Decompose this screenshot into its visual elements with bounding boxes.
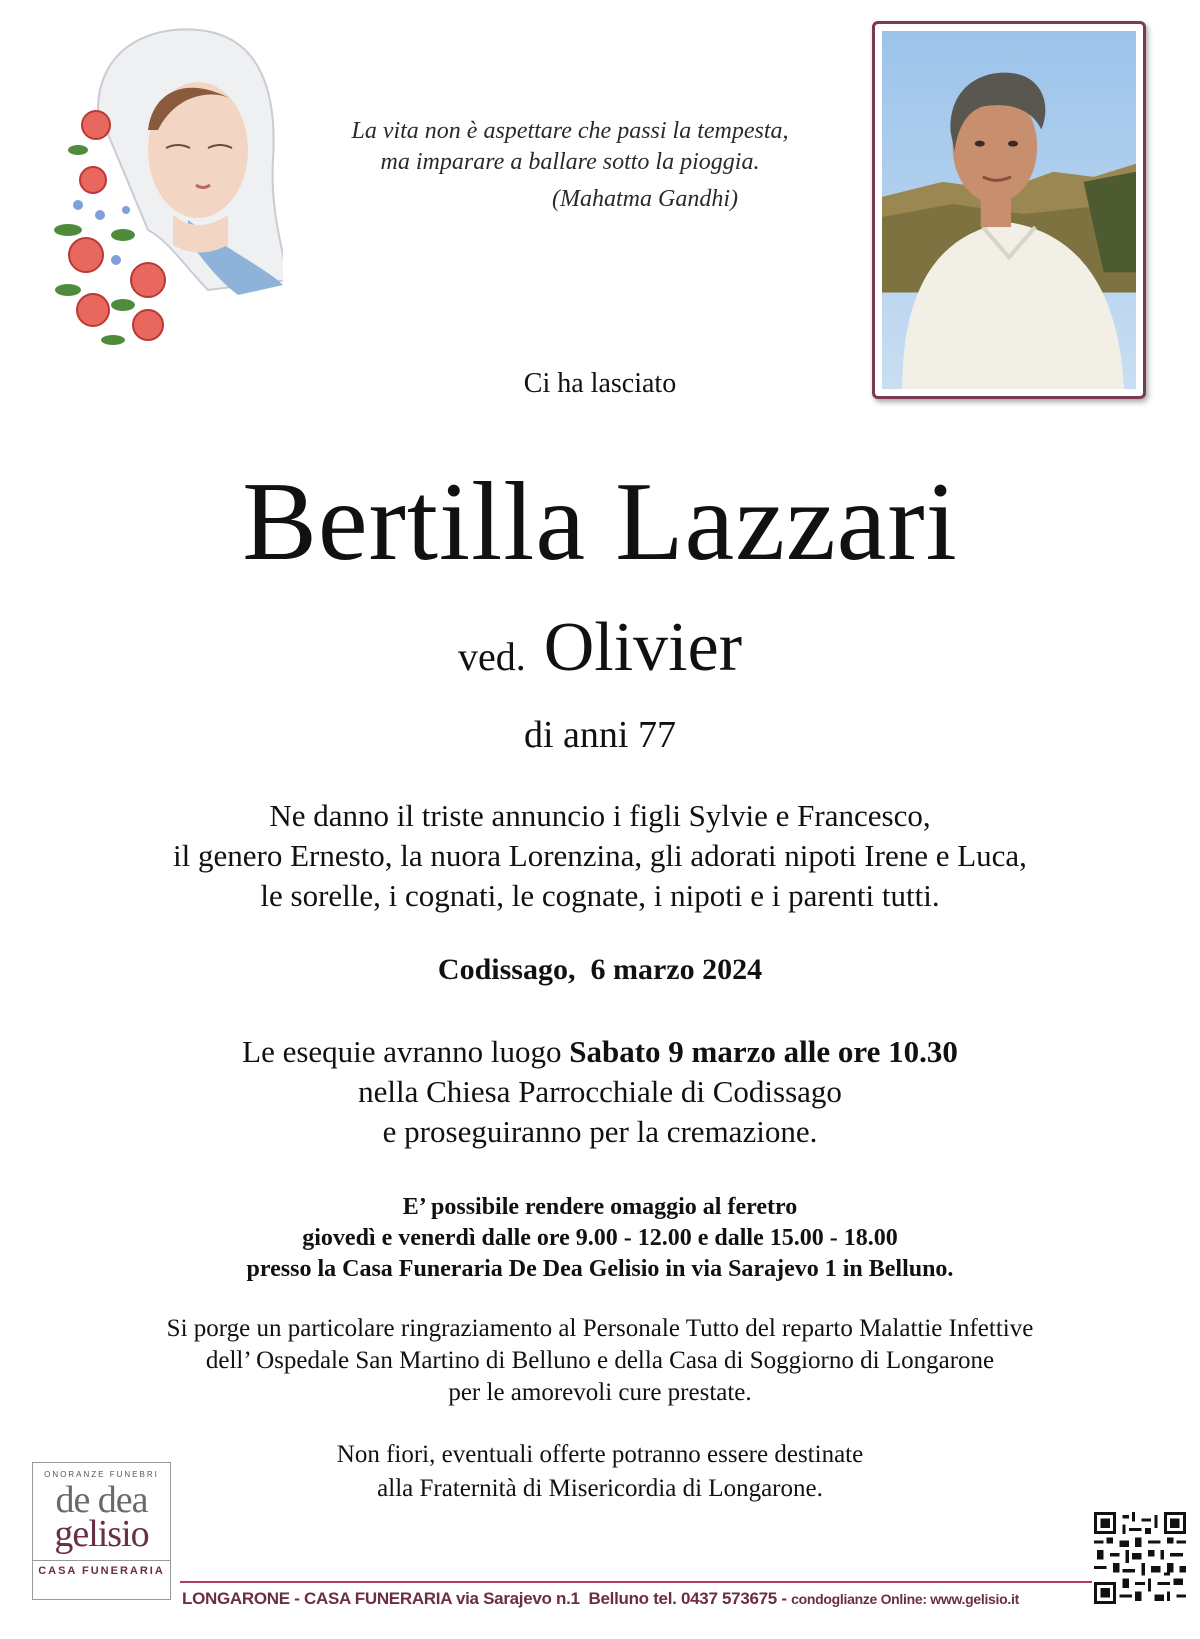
intro-text: Ci ha lasciato: [523, 368, 677, 399]
flowers-line: Non fiori, eventuali offerte potranno essere destinate: [336, 1441, 864, 1468]
married-name-line: [0, 609, 1200, 692]
logo-bottom-text: CASA FUNERARIA: [33, 1560, 170, 1577]
married-surname: Olivier: [543, 609, 743, 686]
funeral-line-1-prefix: Le esequie avranno luogo: [242, 1034, 570, 1069]
married-prefix: ved.: [457, 634, 526, 679]
homage-info: [0, 1192, 1200, 1285]
madonna-illustration: [38, 20, 283, 360]
age: di anni 77: [524, 714, 676, 756]
footer-online-link[interactable]: condoglianze Online: www.gelisio.it: [791, 1591, 1019, 1607]
funeral-line-1: [0, 1032, 1200, 1072]
announcement-line: il genero Ernesto, la nuora Lorenzina, gli adorati nipoti Irene e Luca,: [173, 838, 1027, 873]
flowers-line: alla Fraternità di Misericordia di Longarone.: [377, 1475, 823, 1502]
announcement-line: Ne danno il triste annuncio i figli Sylvie e Francesco,: [269, 798, 931, 833]
homage-line: giovedì e venerdì dalle ore 9.00 - 12.00 e dalle 15.00 - 18.00: [302, 1225, 898, 1251]
funeral-details: [0, 1032, 1200, 1152]
deceased-name: Bertilla Lazzari: [242, 460, 958, 584]
homage-line: E’ possibile rendere omaggio al feretro: [402, 1194, 798, 1220]
portrait-photo: [882, 31, 1136, 389]
no-flowers-note: [0, 1438, 1200, 1506]
logo-line-1: de dea: [55, 1479, 148, 1521]
logo-line-2: gelisio: [54, 1513, 149, 1555]
funeral-line-2: nella Chiesa Parrocchiale di Codissago: [358, 1074, 842, 1109]
thanks-line: per le amorevoli cure prestate.: [448, 1379, 752, 1406]
portrait-frame: [872, 21, 1146, 399]
quote-author: (Mahatma Gandhi): [552, 186, 738, 212]
homage-line: presso la Casa Funeraria De Dea Gelisio in via Sarajevo 1 in Belluno.: [246, 1256, 954, 1282]
quote: [300, 116, 840, 215]
funeral-line-3: e proseguiranno per la cremazione.: [382, 1114, 818, 1149]
thanks: [0, 1313, 1200, 1409]
logo-top-text: ONORANZE FUNEBRI: [44, 1470, 159, 1479]
thanks-line: dell’ Ospedale San Martino di Belluno e della Casa di Soggiorno di Longarone: [205, 1347, 995, 1374]
thanks-line: Si porge un particolare ringraziamento al Personale Tutto del reparto Malattie Infettive: [166, 1315, 1034, 1342]
footer-address: LONGARONE - CASA FUNERARIA via Sarajevo n.1 Belluno tel. 0437 573675 -: [182, 1589, 792, 1608]
quote-line-1: La vita non è aspettare che passi la tempesta,: [351, 118, 789, 144]
quote-line-2: ma imparare a ballare sotto la pioggia.: [380, 149, 760, 175]
funeral-datetime: Sabato 9 marzo alle ore 10.30: [569, 1034, 958, 1069]
announcement-line: le sorelle, i cognati, le cognate, i nipoti e i parenti tutti.: [260, 878, 940, 913]
funeral-home-logo: [32, 1462, 171, 1600]
place-date: Codissago, 6 marzo 2024: [437, 953, 763, 986]
qr-code-icon[interactable]: [1094, 1512, 1186, 1604]
announcement: [0, 796, 1200, 916]
footer-contacts: [182, 1583, 1092, 1615]
